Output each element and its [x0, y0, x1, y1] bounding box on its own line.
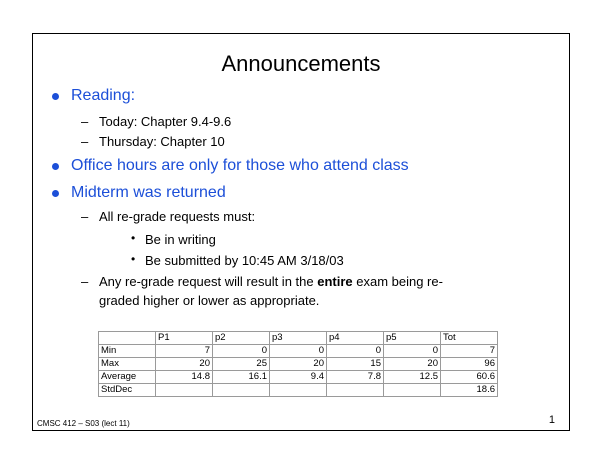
- table-header-cell: p5: [384, 332, 441, 345]
- table-row: [99, 384, 498, 397]
- sub-bullet-icon: •: [131, 231, 136, 245]
- table-cell: 7: [441, 345, 498, 358]
- table-cell: 0: [327, 345, 384, 358]
- sub-bullet-text: graded higher or lower as appropriate.: [99, 293, 320, 308]
- bullet-office-hours: [71, 157, 409, 175]
- page-number: 1: [548, 414, 555, 426]
- sub-bullet-text-bold: entire: [317, 274, 353, 289]
- table-cell: 7: [156, 345, 213, 358]
- bullet-dot-icon: [52, 190, 59, 197]
- sub-bullet-regrade-must: [81, 209, 256, 224]
- dash-icon: –: [81, 274, 89, 289]
- bullet-reading: [71, 87, 135, 105]
- table-cell: [156, 384, 213, 397]
- table-header-row: [99, 332, 498, 345]
- bullet-dot-icon: [52, 93, 59, 100]
- slide: [32, 33, 570, 431]
- table-header-cell: p2: [213, 332, 270, 345]
- table-cell: 0: [384, 345, 441, 358]
- table-header-cell: P1: [156, 332, 213, 345]
- sub-sub-bullet-text: Be submitted by 10:45 AM 3/18/03: [145, 253, 344, 268]
- table-cell: 20: [270, 358, 327, 371]
- table-cell: [270, 384, 327, 397]
- sub-bullet-any-regrade-line2: [99, 293, 319, 308]
- scores-table: [98, 331, 498, 397]
- bullet-text: Midterm was returned: [71, 184, 226, 201]
- sub-sub-bullet-submitted-by: [131, 252, 344, 268]
- table-cell: 9.4: [270, 371, 327, 384]
- sub-sub-bullet-in-writing: [131, 231, 216, 247]
- table-cell: 16.1: [213, 371, 270, 384]
- sub-sub-bullet-text: Be in writing: [145, 232, 216, 247]
- slide-title: Announcements: [221, 51, 381, 76]
- table-cell: 7.8: [327, 371, 384, 384]
- sub-bullet-text: Thursday: Chapter 10: [99, 134, 225, 149]
- sub-bullet-any-regrade: [81, 274, 443, 289]
- table-cell: 96: [441, 358, 498, 371]
- sub-bullet-text: Today: Chapter 9.4-9.6: [99, 114, 232, 129]
- table-row: [99, 345, 498, 358]
- bullet-midterm: [71, 184, 226, 202]
- table-row-label: StdDec: [99, 384, 156, 397]
- table-cell: 18.6: [441, 384, 498, 397]
- sub-bullet-icon: •: [131, 252, 136, 266]
- sub-bullet-text-part2: exam being re-: [352, 274, 443, 289]
- table-cell: 20: [156, 358, 213, 371]
- table-header-cell: p3: [270, 332, 327, 345]
- table-cell: [213, 384, 270, 397]
- table-cell: [384, 384, 441, 397]
- table-cell: 25: [213, 358, 270, 371]
- table-row-label: Min: [99, 345, 156, 358]
- table-cell: [327, 384, 384, 397]
- dash-icon: –: [81, 209, 89, 224]
- table-cell: 15: [327, 358, 384, 371]
- table-header-cell: Tot: [441, 332, 498, 345]
- sub-bullet-thursday: [81, 134, 225, 149]
- table-cell: 14.8: [156, 371, 213, 384]
- table-cell: 0: [270, 345, 327, 358]
- table-row: [99, 358, 498, 371]
- sub-bullet-text: All re-grade requests must:: [99, 209, 256, 224]
- dash-icon: –: [81, 134, 89, 149]
- slide-footer: CMSC 412 – S03 (lect 11): [37, 419, 130, 428]
- bullet-text: Office hours are only for those who attend class: [71, 157, 409, 174]
- table-cell: 60.6: [441, 371, 498, 384]
- table-header-cell: [99, 332, 156, 345]
- table-cell: 20: [384, 358, 441, 371]
- sub-bullet-text-part1: Any re-grade request will result in the: [99, 274, 318, 289]
- sub-bullet-today: [81, 114, 232, 129]
- table-row: [99, 371, 498, 384]
- table-row-label: Max: [99, 358, 156, 371]
- bullet-dot-icon: [52, 163, 59, 170]
- dash-icon: –: [81, 114, 89, 129]
- table-header-cell: p4: [327, 332, 384, 345]
- bullet-text: Reading:: [71, 87, 136, 104]
- table-cell: 12.5: [384, 371, 441, 384]
- table-cell: 0: [213, 345, 270, 358]
- table-row-label: Average: [99, 371, 156, 384]
